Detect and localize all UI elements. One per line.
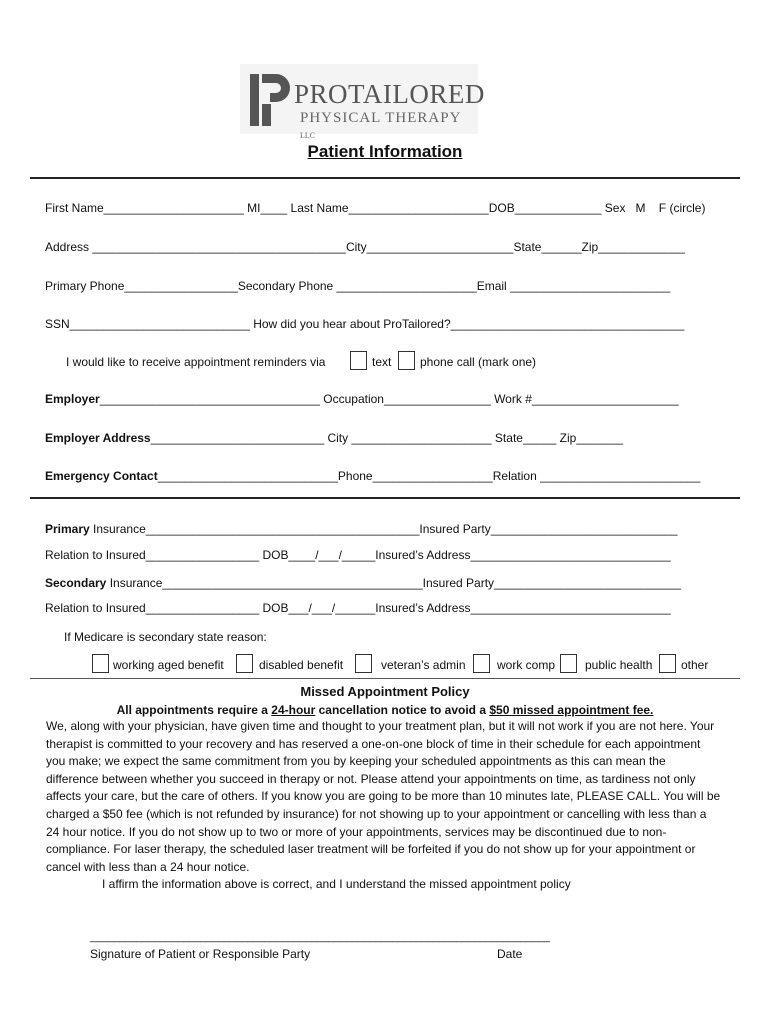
reminder-prompt: I would like to receive appointment reminders via — [66, 355, 326, 369]
divider — [30, 497, 740, 499]
text-reminder-checkbox[interactable] — [350, 351, 367, 370]
signature-label: Signature of Patient or Responsible Party — [90, 947, 311, 961]
primary-relation-row[interactable]: Relation to Insured_________________ DOB____/___/_____Insured’s Address______________________________ — [45, 548, 671, 562]
logo-mark-icon — [248, 68, 292, 128]
public-health-label: public health — [585, 658, 653, 672]
work-comp-checkbox[interactable] — [473, 654, 490, 673]
name-row[interactable]: First Name_____________________ MI____ Last Name_____________________DOB_____________ Sex M F (circle) — [45, 201, 706, 215]
disabled-benefit-label: disabled benefit — [259, 658, 344, 672]
phone-option-label: phone call (mark one) — [420, 355, 537, 369]
secondary-relation-row[interactable]: Relation to Insured_________________ DOB___/___/______Insured’s Address______________________________ — [45, 601, 671, 615]
medicare-prompt: If Medicare is secondary state reason: — [64, 630, 267, 644]
public-health-checkbox[interactable] — [560, 654, 577, 673]
affirm-statement: I affirm the information above is correct, and I understand the missed appointment policy — [102, 877, 571, 891]
employer-address-row[interactable]: Employer Address__________________________ City _____________________ State_____ Zip_______ — [45, 431, 624, 445]
signature-line[interactable]: _______________________________________________________________________________ — [90, 931, 550, 943]
other-checkbox[interactable] — [659, 654, 676, 673]
logo-line1: PROTAILORED — [294, 79, 485, 109]
secondary-insurance-row[interactable]: Secondary Insurance_______________________________________Insured Party____________________________ — [45, 576, 681, 590]
phone-row[interactable]: Primary Phone_________________Secondary Phone _____________________Email ________________________ — [45, 279, 671, 293]
disabled-benefit-checkbox[interactable] — [236, 654, 253, 673]
form-title: Patient Information — [307, 142, 463, 161]
ssn-row[interactable]: SSN___________________________ How did you hear about ProTailored?___________________________________ — [45, 317, 685, 331]
other-label: other — [681, 658, 709, 672]
phone-reminder-checkbox[interactable] — [398, 351, 415, 370]
divider — [30, 678, 740, 679]
policy-title: Missed Appointment Policy — [300, 684, 470, 699]
address-row[interactable]: Address ______________________________________City______________________State______Zip_____________ — [45, 240, 685, 254]
company-logo — [240, 64, 485, 140]
emergency-contact-row[interactable]: Emergency Contact___________________________Phone__________________Relation ________________________ — [45, 469, 701, 483]
logo-line2: PHYSICAL THERAPY LLC — [300, 110, 461, 140]
veterans-admin-label: veteran’s admin — [381, 658, 466, 672]
divider — [30, 177, 740, 179]
text-option-label: text — [372, 355, 392, 369]
working-aged-checkbox[interactable] — [92, 654, 109, 673]
employer-row[interactable]: Employer_________________________________ Occupation________________ Work #______________________ — [45, 392, 679, 406]
veterans-admin-checkbox[interactable] — [355, 654, 372, 673]
policy-notice: All appointments require a 24-hour cancellation notice to avoid a $50 missed appointment fee. — [116, 703, 654, 717]
working-aged-label: working aged benefit — [113, 658, 224, 672]
work-comp-label: work comp — [497, 658, 556, 672]
primary-insurance-row[interactable]: Primary Insurance_________________________________________Insured Party____________________________ — [45, 522, 678, 536]
policy-body: We, along with your physician, have given time and thought to your treatment plan, but it will not work if you are not here. Your therapist is committed to your recovery and has reserved a one-on-one block of time in their schedule for each appointment you make; we expect the same commitment from you by keeping your scheduled appointments as this can mean the difference between whether you succeed in therapy or not. Please attend your appointments on time, as tardiness not only affects your care, but the care of others. If you know you are going to be more than 10 minutes late, PLEASE CALL. You will be charged a $50 fee (which is not refunded by insurance) for not showing up to your appointment or cancelling with less than a 24 hour notice. If you do not show up to two or more of your appointments, services may be discontinued due to non-compliance. For laser therapy, the scheduled laser treatment will be forfeited if you do not show up for your appointment or cancel with less than a 24 hour notice. — [46, 719, 721, 874]
date-label: Date — [497, 947, 523, 961]
